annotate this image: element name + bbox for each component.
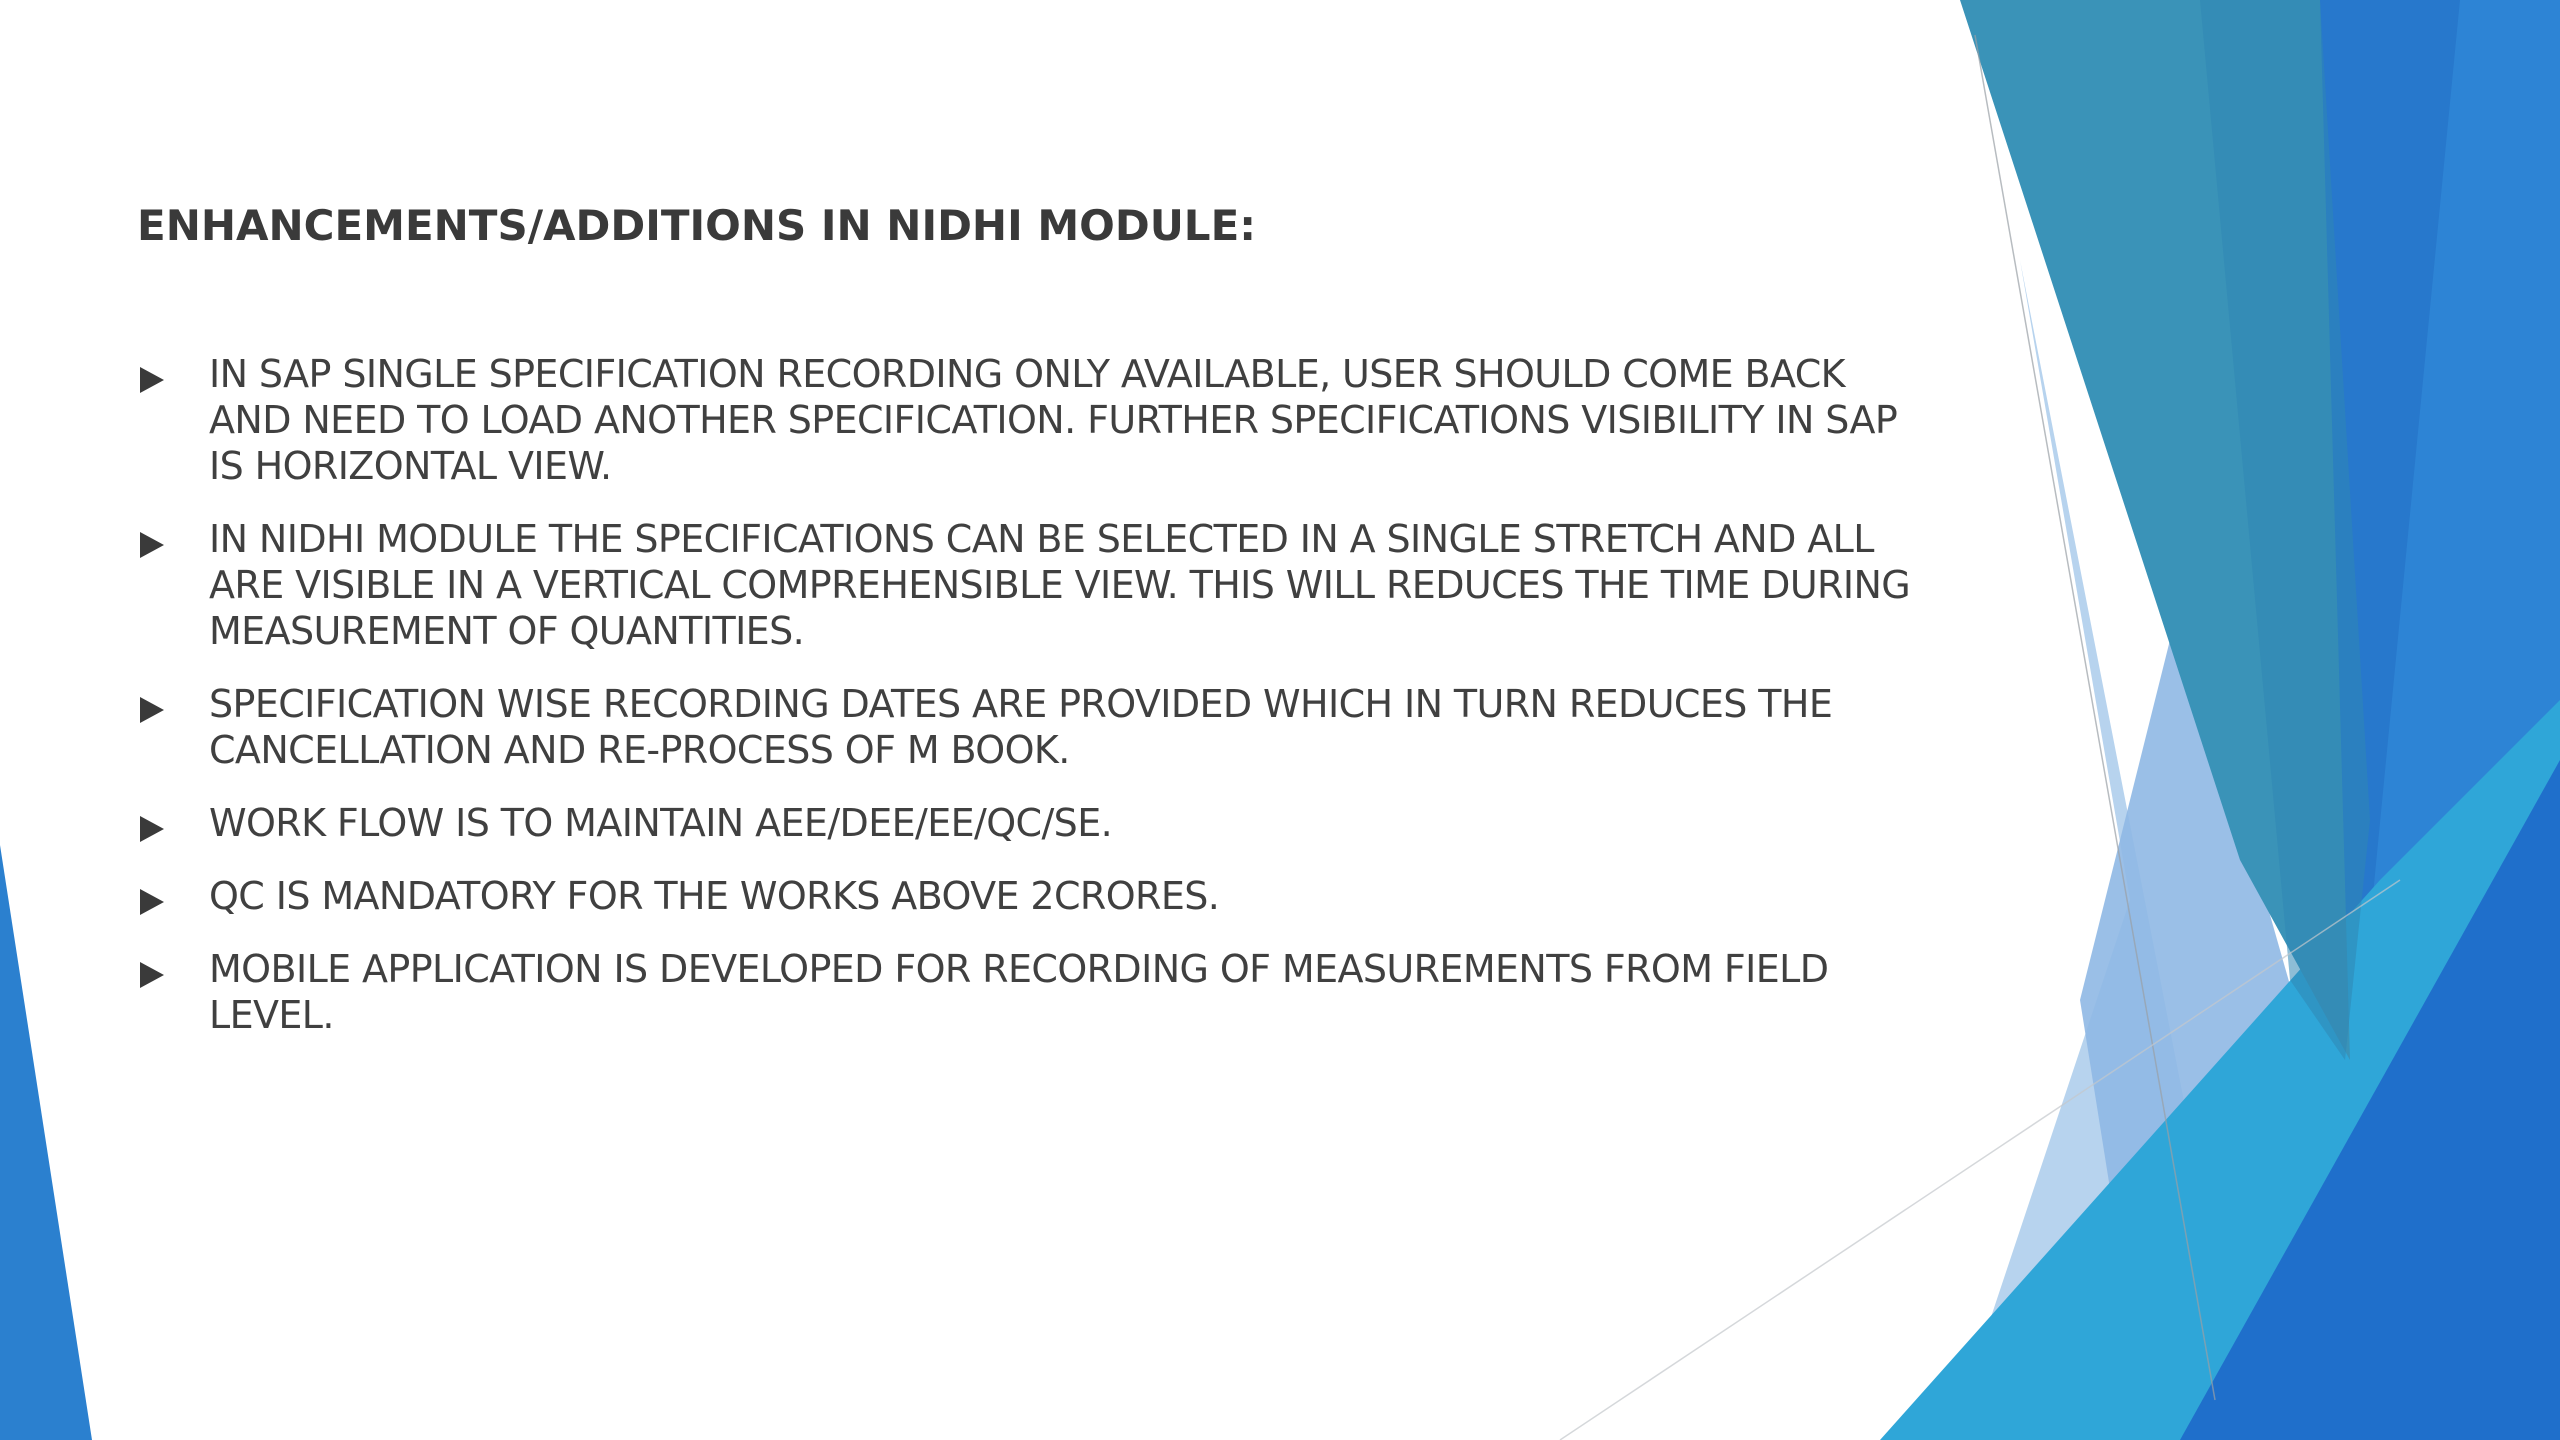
triangle-bullet-icon [140,697,164,723]
triangle-bullet-icon [140,962,164,988]
triangle-bullet-icon [140,889,164,915]
bullet-item [137,516,1927,654]
bullet-item [137,681,1927,773]
triangle-bullet-icon [140,367,164,393]
bullet-text: IN SAP SINGLE SPECIFICATION RECORDING ONLY AVAILABLE, USER SHOULD COME BACK AND NEED TO LOAD ANOTHER SPECIFICATION. FURTHER SPECIFICATIONS VISIBILITY IN SAP IS HORIZONTAL VIEW. [209,352,1898,488]
triangle-bullet-icon [140,532,164,558]
bullet-text: WORK FLOW IS TO MAINTAIN AEE/DEE/EE/QC/SE. [209,801,1113,845]
bullet-text: MOBILE APPLICATION IS DEVELOPED FOR RECORDING OF MEASUREMENTS FROM FIELD LEVEL. [209,947,1829,1037]
slide-title: ENHANCEMENTS/ADDITIONS IN NIDHI MODULE: [137,201,1257,250]
left-accent-shape [0,845,92,1440]
bullet-text: SPECIFICATION WISE RECORDING DATES ARE PROVIDED WHICH IN TURN REDUCES THE CANCELLATION AND RE-PROCESS OF M BOOK. [209,682,1833,772]
bullet-text: QC IS MANDATORY FOR THE WORKS ABOVE 2CRORES. [209,874,1220,918]
bullet-item [137,351,1927,489]
bullet-text: IN NIDHI MODULE THE SPECIFICATIONS CAN BE SELECTED IN A SINGLE STRETCH AND ALL ARE VISIBLE IN A VERTICAL COMPREHENSIBLE VIEW. THIS WILL REDUCES THE TIME DURING MEASUREMENT OF QUANTITIES. [209,517,1911,653]
bullet-item [137,873,1927,919]
bullet-list [137,351,1927,1065]
bullet-item [137,800,1927,846]
bullet-item [137,946,1927,1038]
triangle-bullet-icon [140,816,164,842]
